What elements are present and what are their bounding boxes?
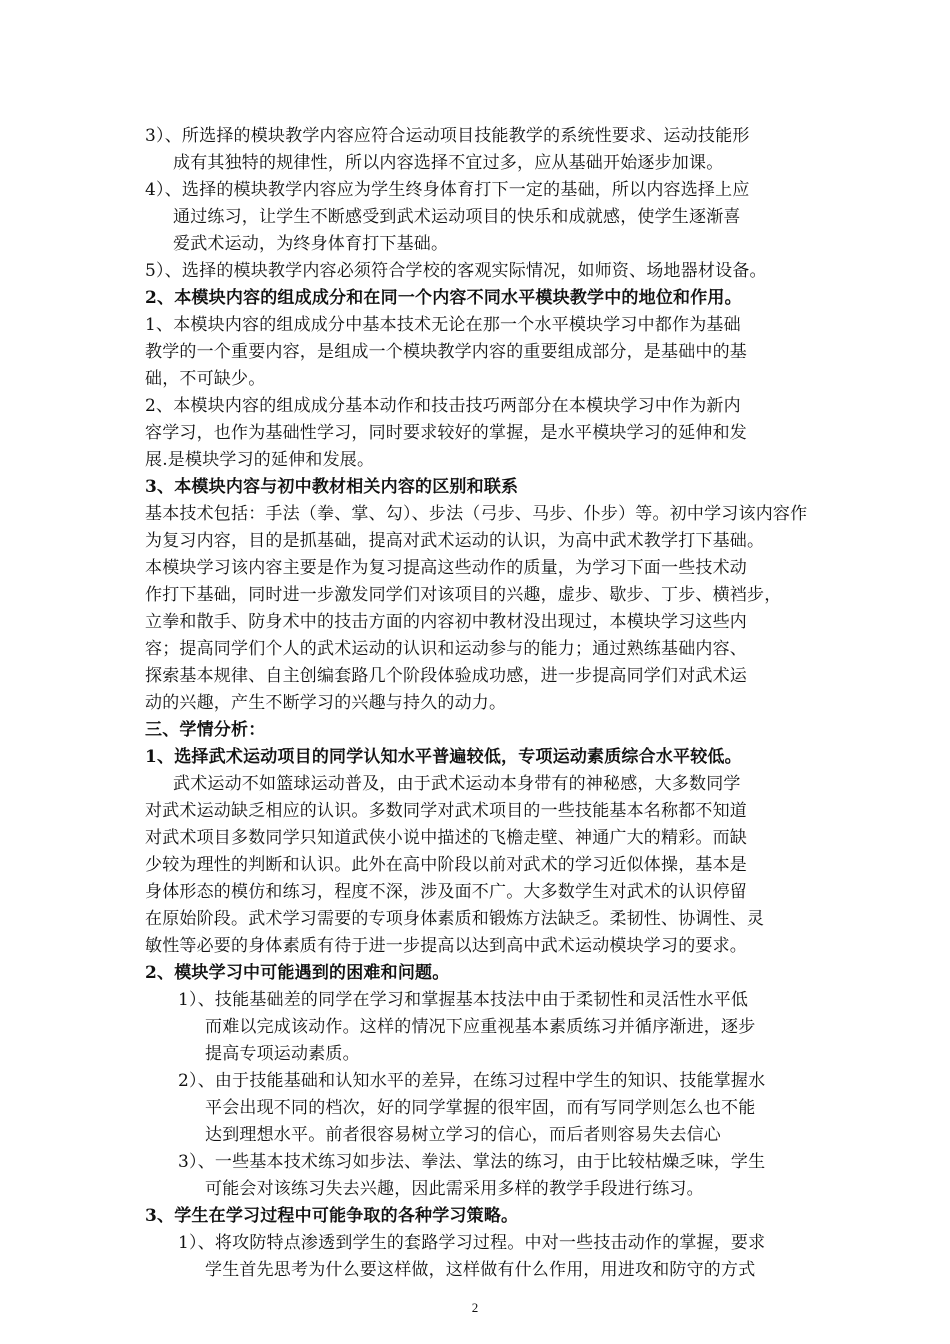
text-line: 立拳和散手、防身术中的技击方面的内容初中教材没出现过，本模块学习这些内 (145, 612, 747, 632)
text-line: 本模块学习该内容主要是作为复习提高这些动作的质量，为学习下面一些技术动 (145, 558, 747, 578)
text-line: 对武术项目多数同学只知道武侠小说中描述的飞檐走壁、神通广大的精彩。而缺 (145, 828, 747, 848)
text-line: 容；提高同学们个人的武术运动的认识和运动参与的能力；通过熟练基础内容、 (145, 639, 747, 659)
text-line: 2、本模块内容的组成成分基本动作和技击技巧两部分在本模块学习中作为新内 (145, 396, 741, 416)
section-heading: 1、选择武术运动项目的同学认知水平普遍较低，专项运动素质综合水平较低。 (145, 747, 742, 767)
text-line: 2）、由于技能基础和认知水平的差异，在练习过程中学生的知识、技能掌握水 (178, 1071, 766, 1091)
text-line: 3）、所选择的模块教学内容应符合运动项目技能教学的系统性要求、运动技能形 (145, 126, 750, 146)
text-line: 展.是模块学习的延伸和发展。 (145, 450, 375, 470)
text-line: 在原始阶段。武术学习需要的专项身体素质和锻炼方法缺乏。柔韧性、协调性、灵 (145, 909, 765, 929)
section-heading: 2、本模块内容的组成成分和在同一个内容不同水平模块教学中的地位和作用。 (145, 288, 742, 308)
text-line: 1）、技能基础差的同学在学习和掌握基本技法中由于柔韧性和灵活性水平低 (178, 990, 749, 1010)
text-line: 达到理想水平。前者很容易树立学习的信心，而后者则容易失去信心 (205, 1125, 721, 1145)
text-line: 学生首先思考为什么要这样做，这样做有什么作用，用进攻和防守的方式 (205, 1260, 756, 1280)
page-number: 2 (471, 1300, 479, 1315)
text-line: 可能会对该练习失去兴趣，因此需采用多样的教学手段进行练习。 (205, 1179, 704, 1199)
text-line: 1）、将攻防特点渗透到学生的套路学习过程。中对一些技击动作的掌握，要求 (178, 1233, 766, 1253)
text-line: 教学的一个重要内容，是组成一个模块教学内容的重要组成部分，是基础中的基 (145, 342, 747, 362)
text-line: 探索基本规律、自主创编套路几个阶段体验成功感，进一步提高同学们对武术运 (145, 666, 747, 686)
text-line: 武术运动不如篮球运动普及，由于武术运动本身带有的神秘感，大多数同学 (173, 774, 741, 794)
text-line: 对武术运动缺乏相应的认识。多数同学对武术项目的一些技能基本名称都不知道 (145, 801, 747, 821)
text-line: 身体形态的模仿和练习，程度不深，涉及面不广。大多数学生对武术的认识停留 (145, 882, 747, 902)
text-line: 3）、一些基本技术练习如步法、拳法、掌法的练习，由于比较枯燥乏味，学生 (178, 1152, 766, 1172)
text-line: 1、本模块内容的组成成分中基本技术无论在那一个水平模块学习中都作为基础 (145, 315, 741, 335)
text-line: 通过练习，让学生不断感受到武术运动项目的快乐和成就感，使学生逐渐喜 (173, 207, 741, 227)
text-line: 为复习内容，目的是抓基础，提高对武术运动的认识，为高中武术教学打下基础。 (145, 531, 765, 551)
section-heading: 2、模块学习中可能遇到的困难和问题。 (145, 963, 450, 983)
text-line: 爱武术运动，为终身体育打下基础。 (173, 234, 449, 254)
section-heading: 三、学情分析： (145, 720, 266, 740)
text-line: 少较为理性的判断和认识。此外在高中阶段以前对武术的学习近似体操，基本是 (145, 855, 747, 875)
text-line: 容学习，也作为基础性学习，同时要求较好的掌握，是水平模块学习的延伸和发 (145, 423, 747, 443)
text-line: 动的兴趣，产生不断学习的兴趣与持久的动力。 (145, 693, 507, 713)
text-line: 平会出现不同的档次，好的同学掌握的很牢固，而有写同学则怎么也不能 (205, 1098, 756, 1118)
section-heading: 3、学生在学习过程中可能争取的各种学习策略。 (145, 1206, 519, 1226)
text-line: 础，不可缺少。 (145, 369, 266, 389)
text-line: 基本技术包括：手法（拳、掌、勾）、步法（弓步、马步、仆步）等。初中学习该内容作 (145, 504, 808, 524)
text-line: 5）、选择的模块教学内容必须符合学校的客观实际情况，如师资、场地器材设备。 (145, 261, 767, 281)
text-line: 作打下基础，同时进一步激发同学们对该项目的兴趣，虚步、歇步、丁步、横裆步， (145, 585, 782, 605)
text-line: 成有其独特的规律性，所以内容选择不宜过多，应从基础开始逐步加课。 (173, 153, 724, 173)
text-line: 而难以完成该动作。这样的情况下应重视基本素质练习并循序渐进，逐步 (205, 1017, 756, 1037)
text-line: 敏性等必要的身体素质有待于进一步提高以达到高中武术运动模块学习的要求。 (145, 936, 747, 956)
text-line: 提高专项运动素质。 (205, 1044, 360, 1064)
section-heading: 3、本模块内容与初中教材相关内容的区别和联系 (145, 477, 519, 497)
text-line: 4）、选择的模块教学内容应为学生终身体育打下一定的基础，所以内容选择上应 (145, 180, 750, 200)
